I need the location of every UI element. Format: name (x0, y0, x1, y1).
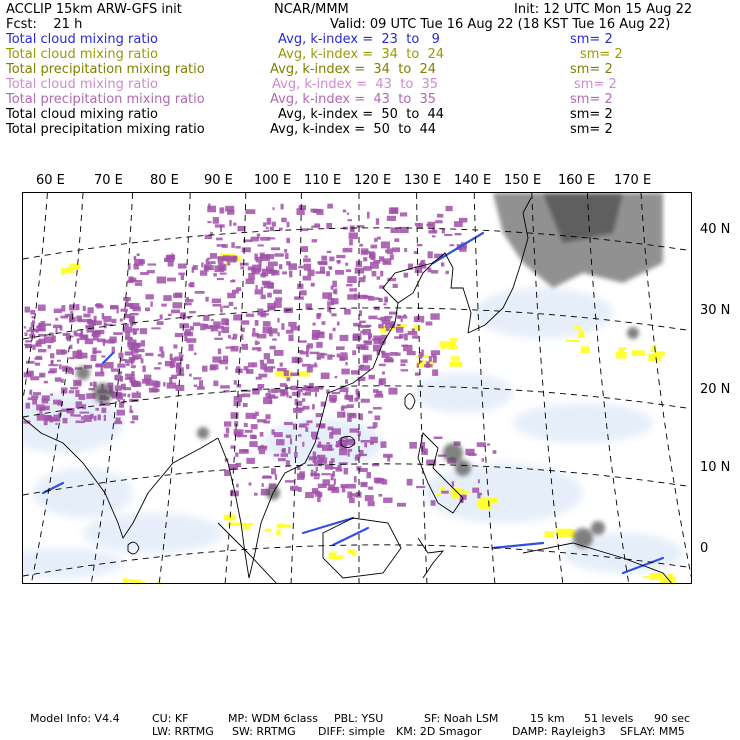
longitude-label: 130 E (404, 173, 442, 188)
longitude-label: 70 E (94, 173, 123, 188)
longitude-label: 120 E (354, 173, 392, 188)
footer-item: 51 levels (584, 712, 634, 725)
legend-k-index: Avg, k-index = 43 to 35 (270, 92, 437, 107)
map-panel (22, 192, 692, 584)
legend-row (6, 77, 734, 92)
longitude-label: 100 E (254, 173, 292, 188)
latitude-label: 40 N (700, 222, 731, 237)
legend-field-name: Total precipitation mixing ratio (6, 92, 205, 107)
latitude-label: 20 N (700, 382, 731, 397)
legend-k-index: Avg, k-index = 50 to 44 (270, 122, 437, 137)
legend-smoothing: sm= 2 (574, 77, 617, 92)
legend-field-name: Total cloud mixing ratio (6, 47, 159, 62)
longitude-label: 110 E (304, 173, 342, 188)
legend-field-name: Total precipitation mixing ratio (6, 122, 205, 137)
footer-item: 90 sec (654, 712, 691, 725)
footer-item: 15 km (530, 712, 565, 725)
latitude-label: 0 (700, 541, 709, 556)
footer-item: PBL: YSU (334, 712, 384, 725)
legend-field-name: Total cloud mixing ratio (6, 77, 159, 92)
legend-k-index: Avg, k-index = 34 to 24 (270, 62, 437, 77)
legend-field-name: Total cloud mixing ratio (6, 32, 159, 47)
footer-item: SF: Noah LSM (424, 712, 499, 725)
longitude-label: 140 E (454, 173, 492, 188)
footer-item: DIFF: simple (318, 725, 386, 738)
legend-k-index: Avg, k-index = 23 to 9 (278, 32, 440, 47)
legend-row (6, 32, 734, 47)
legend-field-name: Total cloud mixing ratio (6, 107, 159, 122)
legend-smoothing: sm= 2 (570, 32, 613, 47)
longitude-label: 160 E (558, 173, 596, 188)
legend-row (6, 92, 734, 107)
legend-row (6, 122, 734, 137)
footer-item: SW: RRTMG (232, 725, 296, 738)
legend-smoothing: sm= 2 (570, 92, 613, 107)
legend-k-index: Avg, k-index = 50 to 44 (278, 107, 445, 122)
model-title: ACCLIP 15km ARW-GFS init (6, 2, 182, 17)
longitude-label: 170 E (614, 173, 652, 188)
legend-k-index: Avg, k-index = 43 to 35 (272, 77, 439, 92)
cloud-fields (23, 193, 683, 584)
map-canvas (23, 193, 692, 584)
legend-field-name: Total precipitation mixing ratio (6, 62, 205, 77)
longitude-label: 90 E (204, 173, 233, 188)
high-cloud-speckle (23, 204, 496, 507)
legend-smoothing: sm= 2 (580, 47, 623, 62)
legend-row (6, 107, 734, 122)
footer-item: KM: 2D Smagor (396, 725, 482, 738)
legend-smoothing: sm= 2 (570, 107, 613, 122)
legend-row (6, 62, 734, 77)
org-title: NCAR/MMM (274, 2, 349, 17)
footer-item: SFLAY: MM5 (620, 725, 685, 738)
legend-smoothing: sm= 2 (570, 122, 613, 137)
init-time: Init: 12 UTC Mon 15 Aug 22 (514, 2, 693, 17)
longitude-label: 60 E (36, 173, 65, 188)
forecast-hour: Fcst: 21 h (6, 17, 83, 32)
footer-item: MP: WDM 6class (228, 712, 318, 725)
footer-item: DAMP: Rayleigh3 (512, 725, 606, 738)
footer-item: Model Info: V4.4 (30, 712, 120, 725)
footer-item: CU: KF (152, 712, 189, 725)
legend-k-index: Avg, k-index = 34 to 24 (278, 47, 445, 62)
latitude-label: 30 N (700, 303, 731, 318)
latitude-label: 10 N (700, 460, 731, 475)
legend-smoothing: sm= 2 (570, 62, 613, 77)
longitude-label: 150 E (504, 173, 542, 188)
valid-time: Valid: 09 UTC Tue 16 Aug 22 (18 KST Tue 16 Aug 22) (330, 17, 671, 32)
longitude-label: 80 E (150, 173, 179, 188)
footer-item: LW: RRTMG (152, 725, 214, 738)
legend-row (6, 47, 734, 62)
